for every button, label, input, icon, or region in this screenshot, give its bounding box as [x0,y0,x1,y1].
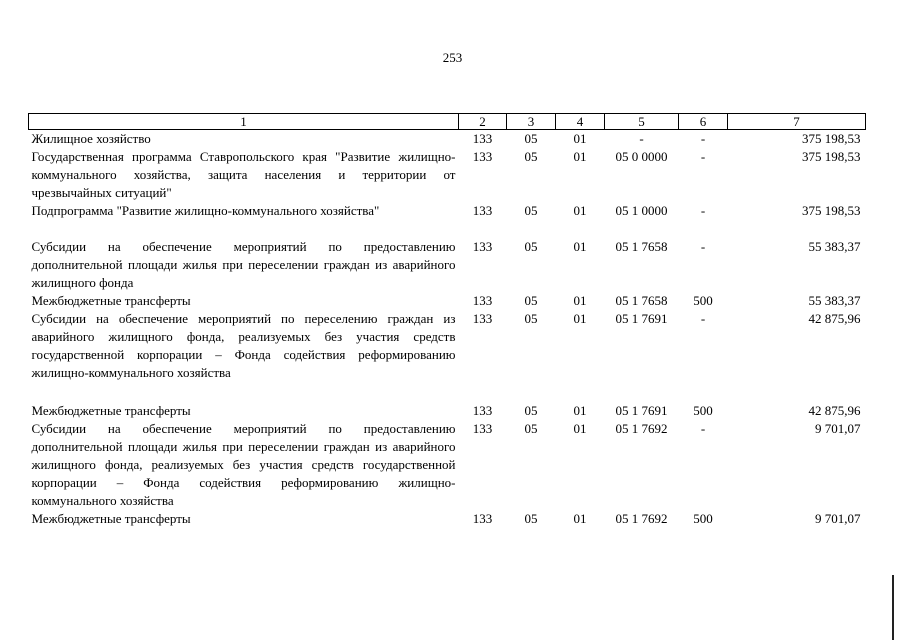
row-amount: 375 198,53 [802,203,861,218]
row-pr: 01 [573,311,587,326]
header-cell: 4 [556,114,605,130]
row-name: Субсидии на обеспечение мероприятий по предоставлению дополнительной площади жилья при переселении граждан из аварийного жилищного фонда, реализуемых без участия средств государственной корпорации – Фонда содействия реформированию жилищно-коммунального хозяйства [31,421,456,508]
table-row [29,402,866,420]
header-cell: 3 [507,114,556,130]
row-ved: 133 [472,421,493,436]
scan-edge-line [892,575,894,640]
row-rz: 05 [524,293,538,308]
row-pr: 01 [573,403,587,418]
header-row [29,114,866,130]
page-number: 253 [442,50,463,65]
row-vr: 500 [693,511,713,526]
row-vr: 500 [693,293,713,308]
row-vr: - [700,311,706,326]
row-name: Подпрограмма "Развитие жилищно-коммунального хозяйства" [31,203,380,218]
row-ved: 133 [472,149,493,164]
row-pr: 01 [573,203,587,218]
row-vr: 500 [693,403,713,418]
table-row [29,238,866,292]
header-cell: 7 [728,114,866,130]
row-ved: 133 [472,311,493,326]
row-pr: 01 [573,293,587,308]
row-pr: 01 [573,511,587,526]
table-row [29,310,866,402]
table-row [29,130,866,149]
table-row [29,202,866,238]
row-pr: 01 [573,149,587,164]
budget-table [28,113,866,528]
row-name: Межбюджетные трансферты [31,293,191,308]
row-rz: 05 [524,203,538,218]
row-ved: 133 [472,511,493,526]
header-cell: 1 [29,114,459,130]
row-ved: 133 [472,403,493,418]
row-vr: - [700,149,706,164]
row-csr: 05 0 0000 [615,149,668,164]
row-rz: 05 [524,311,538,326]
row-pr: 01 [573,131,587,146]
row-name: Субсидии на обеспечение мероприятий по переселению граждан из аварийного жилищного фонда, реализуемых без участия средств государственной корпорации – Фонда содействия реформированию жилищно-коммунального хозяйства [31,311,456,380]
row-vr: - [700,131,706,146]
row-rz: 05 [524,403,538,418]
row-csr: 05 1 0000 [615,203,668,218]
row-amount: 375 198,53 [802,149,861,164]
row-name: Государственная программа Ставропольского края "Развитие жилищно-коммунального хозяйства, защита населения и территории от чрезвычайных ситуаций" [31,149,456,200]
row-csr: - [639,131,644,146]
row-amount: 9 701,07 [815,511,861,526]
table-row [29,148,866,202]
row-amount: 42 875,96 [808,403,861,418]
header-cell: 5 [605,114,679,130]
row-pr: 01 [573,421,587,436]
row-rz: 05 [524,149,538,164]
row-vr: - [700,203,706,218]
row-csr: 05 1 7692 [615,421,668,436]
row-rz: 05 [524,511,538,526]
row-csr: 05 1 7692 [615,511,668,526]
row-amount: 42 875,96 [808,311,861,326]
row-csr: 05 1 7658 [615,239,668,254]
row-ved: 133 [472,131,493,146]
row-ved: 133 [472,203,493,218]
row-amount: 55 383,37 [808,239,861,254]
row-ved: 133 [472,293,493,308]
row-name: Жилищное хозяйство [31,131,151,146]
row-vr: - [700,239,706,254]
row-name: Межбюджетные трансферты [31,403,191,418]
row-csr: 05 1 7658 [615,293,668,308]
row-ved: 133 [472,239,493,254]
table-row [29,292,866,310]
row-vr: - [700,421,706,436]
row-amount: 9 701,07 [815,421,861,436]
table-row [29,510,866,528]
table-row [29,420,866,510]
row-name: Субсидии на обеспечение мероприятий по предоставлению дополнительной площади жилья при переселении граждан из аварийного жилищного фонда [31,239,456,290]
row-csr: 05 1 7691 [615,403,668,418]
row-csr: 05 1 7691 [615,311,668,326]
row-name: Межбюджетные трансферты [31,511,191,526]
row-amount: 375 198,53 [802,131,861,146]
row-rz: 05 [524,239,538,254]
row-rz: 05 [524,131,538,146]
header-cell: 6 [679,114,728,130]
row-pr: 01 [573,239,587,254]
row-amount: 55 383,37 [808,293,861,308]
header-cell: 2 [459,114,507,130]
row-rz: 05 [524,421,538,436]
